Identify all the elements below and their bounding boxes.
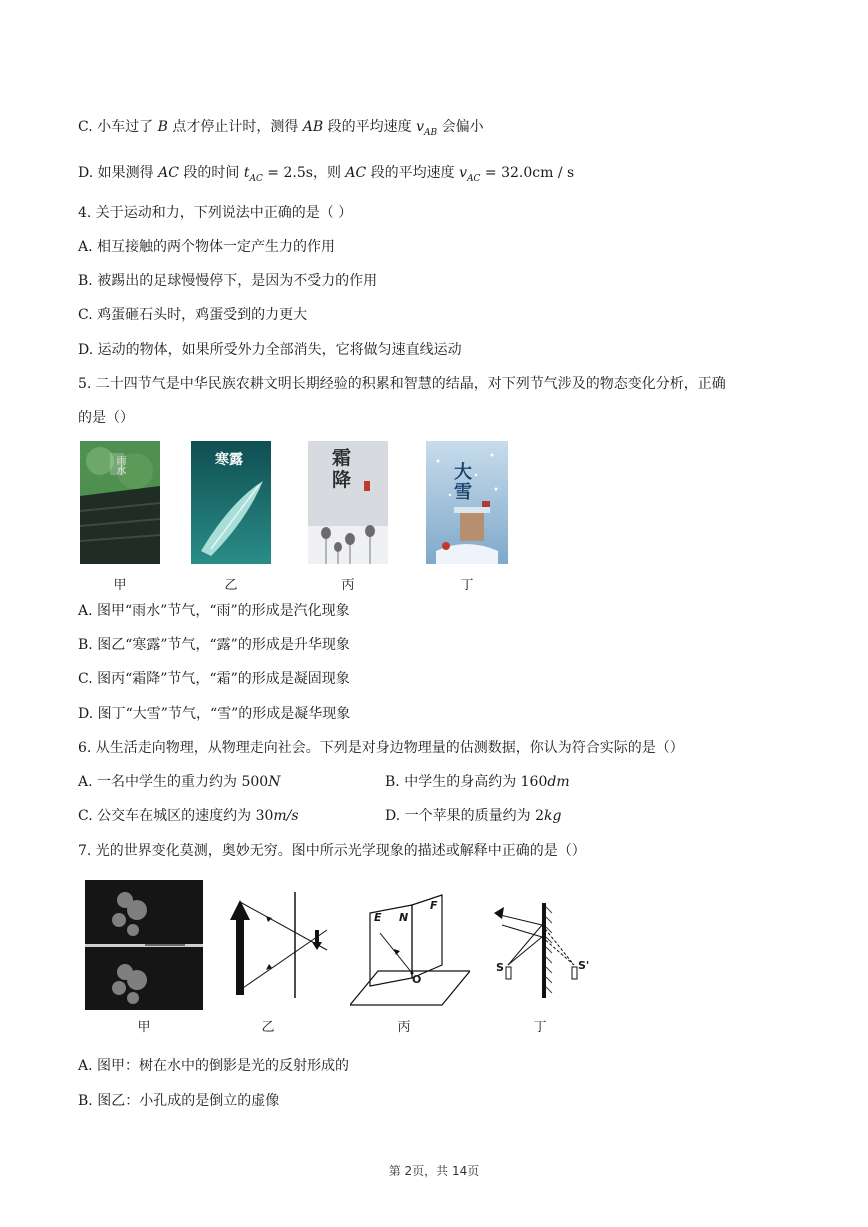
caption-yi: 乙 (224, 578, 238, 593)
q6-option-c (78, 806, 299, 826)
q7-caption-ding: 丁 (533, 1020, 547, 1035)
q5-option-c: C. 图丙“霜降”节气，“霜”的形成是凝固现象 (78, 671, 350, 687)
poster-title: 寒露 (215, 452, 243, 468)
solar-term-image-ding (426, 441, 508, 564)
text: D. 一个苹果的质量约为 2 (385, 808, 544, 824)
text: 段的平均速度 (327, 119, 412, 135)
page-footer (0, 1162, 868, 1179)
poster-title: 霜降 (332, 447, 352, 491)
text: D. 如果测得 (78, 165, 154, 181)
total-pages: 14 (452, 1164, 468, 1178)
unit: kg (543, 808, 562, 824)
velocity-subscript: AC (467, 173, 481, 184)
solar-term-image-bing (308, 441, 388, 564)
tree-reflection-photo (85, 880, 203, 1010)
page-number: 2 (404, 1164, 413, 1178)
label-n: N (399, 911, 409, 924)
text: A. 一名中学生的重力约为 500 (78, 774, 269, 790)
label-s: S (496, 961, 504, 974)
time-subscript: AC (249, 173, 263, 184)
time-value: = 2.5s，则 (262, 165, 341, 181)
solar-term-image-jia (80, 441, 160, 564)
velocity-value: = 32.0cm / s (480, 165, 575, 181)
q7-figure-yi (222, 890, 332, 1000)
q7-figure-jia (85, 880, 203, 1010)
q7-stem: 7. 光的世界变化莫测，奥妙无穷。图中所示光学现象的描述或解释中正确的是（） (78, 843, 586, 859)
text: 段的平均速度 (370, 165, 455, 181)
segment-label: AC (345, 165, 367, 181)
q4-option-a: A. 相互接触的两个物体一定产生力的作用 (78, 239, 336, 255)
reflection-law-diagram (350, 893, 470, 1008)
q7-figure-bing (350, 893, 470, 1008)
plane-mirror-diagram (490, 903, 595, 998)
label-f: F (430, 899, 438, 912)
velocity-subscript: AB (424, 127, 438, 138)
label-e: E (374, 911, 382, 924)
q6-option-a (78, 772, 280, 792)
caption-ding: 丁 (460, 578, 474, 593)
poster-title: 大雪 (454, 462, 472, 503)
text: 点才停止计时，测得 (172, 119, 299, 135)
segment-label: AB (302, 119, 324, 135)
label-s-prime: S' (578, 959, 590, 972)
caption-jia: 甲 (113, 578, 127, 593)
q5-option-b: B. 图乙“寒露”节气，“露”的形成是升华现象 (78, 637, 350, 653)
q6-stem: 6. 从生活走向物理，从物理走向社会。下列是对身边物理量的估测数据，你认为符合实际的是（） (78, 740, 684, 756)
text: 页 (467, 1164, 480, 1178)
q7-option-b: B. 图乙：小孔成的是倒立的虚像 (78, 1093, 280, 1109)
text: 会偏小 (441, 119, 484, 135)
poster-title: 雨水 (114, 455, 125, 475)
text: 第 (388, 1164, 405, 1178)
time-symbol: t (243, 165, 250, 181)
q6-option-d (385, 806, 561, 826)
text: 页，共 (412, 1164, 452, 1178)
segment-label: AC (158, 165, 179, 181)
point-label: B (157, 119, 168, 135)
q4-option-d: D. 运动的物体，如果所受外力全部消失，它将做匀速直线运动 (78, 342, 462, 358)
label-o: O (412, 973, 422, 986)
caption-bing: 丙 (341, 578, 355, 593)
q5-option-a: A. 图甲“雨水”节气，“雨”的形成是汽化现象 (78, 603, 350, 619)
text: C. 公交车在城区的速度约为 30 (78, 808, 274, 824)
unit: dm (547, 774, 570, 790)
q4-stem: 4. 关于运动和力，下列说法中正确的是（ ） (78, 205, 353, 221)
q3-option-d (78, 163, 574, 189)
unit: m/s (273, 808, 299, 824)
pinhole-diagram (222, 890, 332, 1000)
q3-option-c (78, 117, 484, 143)
velocity-symbol: v (416, 119, 425, 135)
q5-stem-line2: 的是（） (78, 410, 134, 426)
solar-term-image-yi (191, 441, 271, 564)
text: 段的时间 (183, 165, 240, 181)
q7-figure-ding (490, 903, 595, 998)
text: B. 中学生的身高约为 160 (385, 774, 548, 790)
text: C. 小车过了 (78, 119, 154, 135)
q4-option-c: C. 鸡蛋砸石头时，鸡蛋受到的力更大 (78, 307, 308, 323)
q7-option-a: A. 图甲：树在水中的倒影是光的反射形成的 (78, 1058, 350, 1074)
unit: N (268, 774, 281, 790)
q7-caption-yi: 乙 (261, 1020, 275, 1035)
q5-option-d: D. 图丁“大雪”节气，“雪”的形成是凝华现象 (78, 706, 351, 722)
q6-option-b (385, 772, 570, 792)
q7-caption-jia: 甲 (137, 1020, 151, 1035)
q4-option-b: B. 被踢出的足球慢慢停下，是因为不受力的作用 (78, 273, 378, 289)
q7-caption-bing: 丙 (397, 1020, 411, 1035)
q5-stem-line1: 5. 二十四节气是中华民族农耕文明长期经验的积累和智慧的结晶，对下列节气涉及的物态变化分析，正确 (78, 376, 726, 392)
velocity-symbol: v (459, 165, 468, 181)
